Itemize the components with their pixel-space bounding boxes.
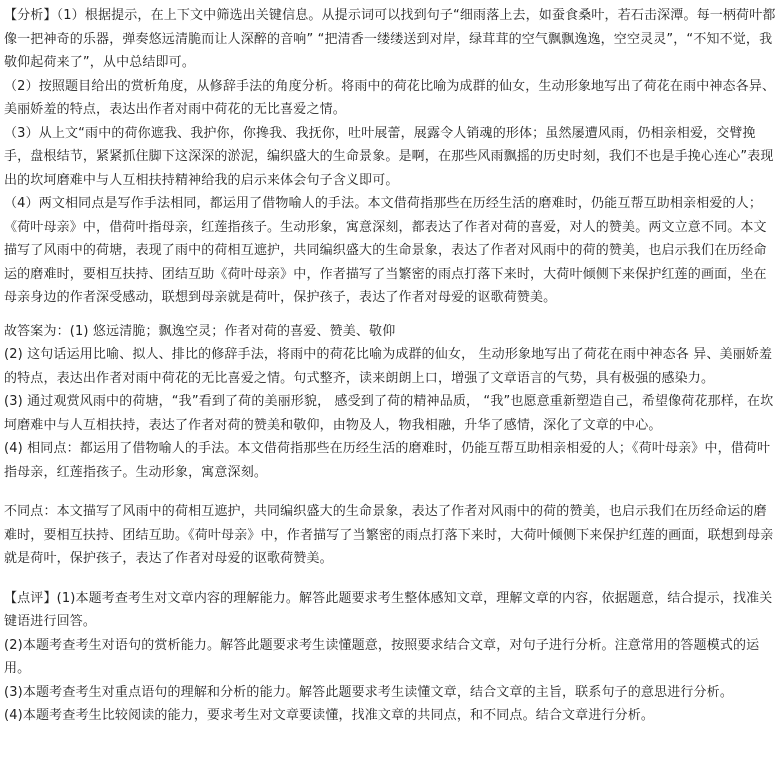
analysis-section bbox=[4, 4, 778, 310]
spacer bbox=[4, 571, 778, 587]
answer-section bbox=[4, 320, 778, 485]
answer-intro: 故答案为：(1) 悠远清脆；飘逸空灵；作者对荷的喜爱、赞美、敬仰 bbox=[4, 323, 396, 339]
analysis-paragraph-3: （3）从上文“雨中的荷你遮我、我护你，你搀我、我抚你，吐叶展蕾，展露令人销魂的形体；虽然屡遭风雨，仍相亲相爱，交臂挽手，盘根结节，紧紧抓住脚下这深深的淤泥，编织盛大的生命景象。是啊，在那些风雨飘摇的历史时刻，我们不也是手挽心连心”表现出的坎坷磨难中与人互相扶持精神给我的启示来体会句子含义即可。 bbox=[4, 125, 774, 188]
difference-text: 不同点：本文描写了风雨中的荷相互遮护，共同编织盛大的生命景象，表达了作者对风雨中的荷的赞美，也启示我们在历经命运的磨难时，要相互扶持、团结互助。《荷叶母亲》中，作者描写了当繁密的雨点打落下来时，大荷叶倾侧下来保护红莲的画面，联想到母亲就是荷叶，保护孩子，表达了作者对母爱的讴歌荷赞美。 bbox=[4, 504, 774, 566]
spacer bbox=[4, 484, 778, 500]
difference-section bbox=[4, 500, 778, 571]
answer-2: (2) 这句话运用比喻、拟人、排比的修辞手法，将雨中的荷花比喻为成群的仙女， 生动形象地写出了荷花在雨中神态各 异、美丽娇羞的特点，表达出作者对雨中荷花的无比喜爱之情。句式整齐，读来朗朗上口，增强了文章语言的气势，具有极强的感染力。 bbox=[4, 347, 773, 386]
analysis-paragraph-1: 【分析】（1）根据提示，在上下文中筛选出关键信息。从提示词可以找到句子“细雨落上去，如蚕食桑叶，若石击深潭。每一柄荷叶都像一把神奇的乐器，弹奏悠远清脆而让人深醉的音响” “把清香一缕缕送到对岸，绿茸茸的空气飘飘逸逸，空空灵灵”，“不知不觉，我敬仰起荷来了”，从中总结即可。 bbox=[4, 8, 776, 70]
answer-3: (3) 通过观赏风雨中的荷塘，“我”看到了荷的美丽形貌， 感受到了荷的精神品质， “我”也愿意重新塑造自己，希望像荷花那样，在坎坷磨难中与人互相扶持，表达了作者对荷的赞美和敬仰，由物及人，物我相融，升华了感情，深化了文章的中心。 bbox=[4, 394, 774, 433]
comment-3: (3)本题考查考生对重点语句的理解和分析的能力。解答此题要求考生读懂文章，结合文章的主旨，联系句子的意思进行分析。 bbox=[4, 684, 733, 700]
spacer bbox=[4, 310, 778, 320]
comment-2: (2)本题考查考生对语句的赏析能力。解答此题要求考生读懂题意，按照要求结合文章，对句子进行分析。注意常用的答题模式的运用。 bbox=[4, 637, 760, 676]
comment-4: (4)本题考查考生比较阅读的能力，要求考生对文章要读懂，找准文章的共同点，和不同点。结合文章进行分析。 bbox=[4, 708, 655, 723]
comment-section bbox=[4, 587, 778, 728]
analysis-paragraph-4: （4）两文相同点是写作手法相同，都运用了借物喻人的手法。本文借荷指那些在历经生活的磨难时，仍能互帮互助相亲相爱的人；《荷叶母亲》中，借荷叶指母亲，红莲指孩子。生动形象，寓意深刻，都表达了作者对荷的喜爱，对人的赞美。两文立意不同。本文描写了风雨中的荷塘，表现了雨中的荷相互遮护，共同编织盛大的生命景象，表达了作者对风雨中的荷的赞美，也启示我们在历经命运的磨难时，要相互扶持、团结互助《荷叶母亲》中，作者描写了当繁密的雨点打落下来时，大荷叶倾侧下来保护红莲的画面，坐在母亲身边的作者深受感动，联想到母亲就是荷叶，保护孩子，表达了作者对母爱的讴歌荷赞美。 bbox=[4, 196, 767, 305]
answer-4: (4) 相同点：都运用了借物喻人的手法。本文借荷指那些在历经生活的磨难时，仍能互帮互助相亲相爱的人；《荷叶母亲》中，借荷叶指母亲，红莲指孩子。生动形象，寓意深刻。 bbox=[4, 441, 771, 480]
analysis-paragraph-2: （2）按照题目给出的赏析角度，从修辞手法的角度分析。将雨中的荷花比喻为成群的仙女，生动形象地写出了荷花在雨中神态各异、美丽娇羞的特点，表达出作者对雨中荷花的无比喜爱之情。 bbox=[4, 78, 776, 117]
comment-1: 【点评】(1)本题考查考生对文章内容的理解能力。解答此题要求考生整体感知文章，理解文章的内容，依据题意，结合提示，找准关键语进行回答。 bbox=[4, 590, 773, 629]
